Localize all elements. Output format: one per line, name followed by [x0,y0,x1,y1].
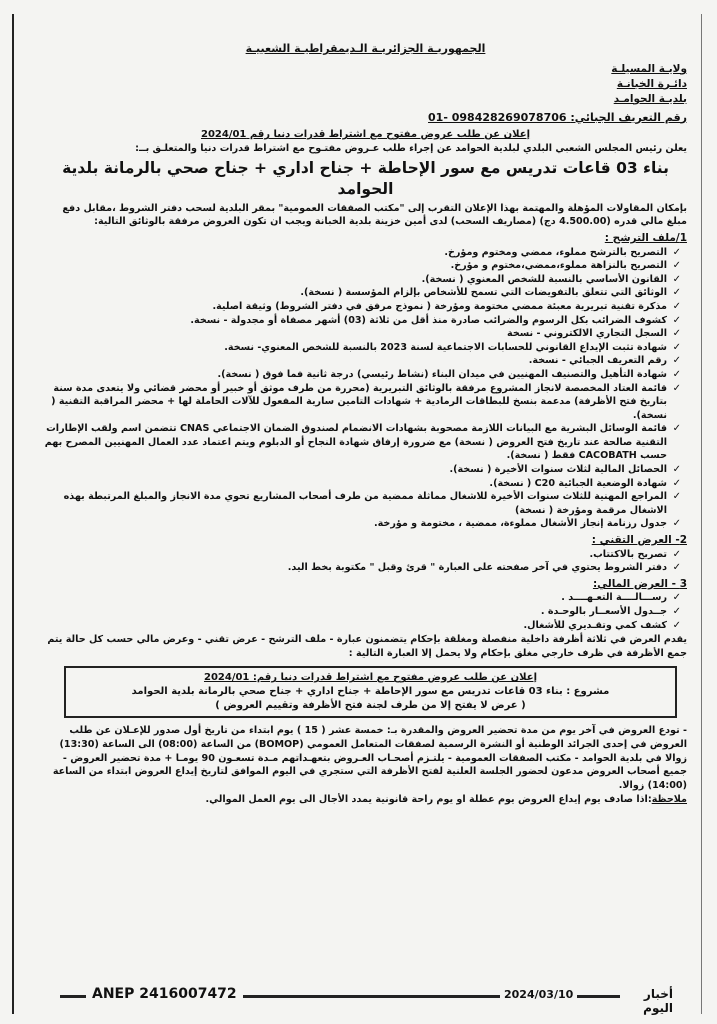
list-item: ✓ قائمة العتاد المخصصة لانجاز المشروع مرفقة بالوثائق التبريرية (محررة من طرف موثق أو خبير أو محضر قضائي ولا يتعدى مدة سنة بتاريخ فتح الأظرفة) مدعمة بنسخ للبطاقات الرمادية + شهادات التامين سارية المفعول للآلات الحاملة لها + محضر المراقبة التقنية ( نسخة). [44,382,681,423]
note-label: ملاحظة [651,794,687,806]
tax-id-line [44,111,687,125]
list-item: ✓ التصريح بالترشح مملوء، ممضي ومختوم ومؤرخ. [44,246,681,260]
list-item: ✓ شهادة الوضعية الجبائية C20 ( نسخة). [44,477,681,491]
box-project-line: مشروع : بناء 03 قاعات تدريس مع سور الإحاطة + جناح اداري + جناح صحي بالرمانة بلدية الحوامد [131,686,610,698]
envelopes-paragraph: يقدم العرض في ثلاثة أظرفة داخلية منفصلة ومغلقة بإحكام يتضمنون عبارة - ملف الترشح - عرض تقني - وعرض مالي حسب كل حالة يتم جمع الأظرفة في ظرف خارجي مغلق بإحكام ولا يحمل إلا العبارة التالية : [47,634,687,659]
list-item: ✓ رســـالــــة التعـهــــد . [44,591,681,605]
intro-paragraph: بإمكان المقاولات المؤهلة والمهتمة بهذا الإعلان التقرب إلى "مكتب الصفقات العمومية" بمقر البلدية لسحب دفتر الشروط ،مقابل دفع مبلغ مالي قدره (4.500.00 دج) (مصاريف السحب) لدى أمين خزينة بلدية الخبانة ويجب ان تكون العروض مرفقة بالوثائق التالية: [62,202,687,228]
tax-id-label: رقم التعريف الجبائي: [570,110,687,124]
envelope-label-box [64,666,677,718]
list-item: ✓ قائمة الوسائل البشرية مع البيانات اللازمة مصحوبة بشهادات الانضمام لصندوق الضمان الاجتماعي CNAS تتضمن اسم ولقب الإطارات التقنية صالحة عند تاريخ فتح العروض ( نسخة) مع ضرورة إرفاق شهادة النجاح أو الدبلوم ويتم اعتماد عدد العمال المهنيين المصرح بهم حسب CACOBATH فقط ( نسخة). [44,422,681,463]
box-note: ( عرض لا يفتح إلا من طرف لجنة فتح الأظرفة وتقييم العروض ) [215,700,526,712]
list-item: ✓ شهادة تثبت الإيداع القانوني للحسابات الاجتماعية لسنة 2023 بالنسبة للشخص المعنوي- نسخة. [44,341,681,355]
list-item: ✓ كشوف الضرائب بكل الرسوم والضرائب صادرة منذ أقل من ثلاثة (03) أشهر مصفاة أو مجدولة - نسخة. [44,314,681,328]
republic-heading: الجمهوريـة الجزائريـة الـديمقراطيـة الشعبيـة [245,42,486,55]
note-line [44,793,687,807]
anep-reference: ANEP 2416007472 [86,986,243,1002]
list-item: ✓ كشف كمي وتقـديري للأشغال. [44,619,681,633]
commune-line: بلديـة الحوامـد [613,92,687,105]
document-page [12,14,702,1014]
box-title: إعلان عن طلب عروض مفتوح مع اشتراط قدرات دنيا رقم: 2024/01 [203,672,538,684]
notice-lead: يعلن رئيس المجلس الشعبي البلدي لبلدية الحوامد عن إجراء طلب عـروض مفتـوح مع اشتراط قدرات دنيا والمتعلـق بــ: [135,143,687,155]
footer [60,986,677,1015]
section1-list [44,246,687,531]
list-item: ✓ الحصائل المالية لثلاث سنوات الأخيرة ( نسخة). [44,463,681,477]
list-item: ✓ رقم التعريف الجبائي - نسخة. [44,354,681,368]
publication-date: 2024/03/10 [500,988,577,1001]
list-item: ✓ الوثائق التي تتعلق بالتفويضات التي تسمح للأشخاص بإلزام المؤسسة ( نسخة). [44,286,681,300]
list-item: ✓ تصريح بالاكتتاب. [44,548,681,562]
list-item: ✓ المراجع المهنية للثلاث سنوات الأخيرة للاشغال مماثلة ممضية من طرف أصحاب المشاريع تحوي مدة الانجاز والمبلغ المرتبطة بهذه الاشغال مرقمة ومؤرخة ( نسخة) [44,490,681,517]
daira-line: دائـرة الخبانـة [616,77,687,90]
list-item: ✓ مذكرة تقنية تبريرية معبئة ممضي مختومة ومؤرخة ( نموذج مرفق في دفتر الشروط) وثيقة اصلية. [44,300,681,314]
list-item: ✓ جدول رزنامة إنجاز الأشغال مملوءة، ممضية ، مختومة و مؤرخة. [44,517,681,531]
closing-paragraph: - تودع العروض في آخر يوم من مدة تحضير العروض والمقدرة بـ: خمسة عشر ( 15 ) يوم ابتداء من تاريخ أول صدور للإعـلان عن طلب العروض في إحدى الجرائد الوطنية أو النشرة الرسمية لصفقات المتعامل العمومي (BOMOP) من الساعة (08:00) الى الساعة (13:30) زوالا في بلدية الحوامد - مكتب الصفقات العمومية - يلتـزم أصحـاب العـروض بتعهـداتهم مـدة تسعـون 90 يومـا + مدة تحضير العروض - جميع أصحاب العروض مدعون لحضور الجلسة العلنية لفتح الأظرفة التي ستجري في اليوم الموافق لتاريخ إيداع العروض ابتداء من الساعة (14:00) زوالا. [52,725,687,791]
notice-title: إعلان عن طلب عروض مفتوح مع اشتراط قدرات دنيا رقم 2024/01 [200,129,531,141]
note-text: :اذا صادف يوم إيداع العروض يوم عطلة او يوم راحة قانونية يمدد الأجال الى يوم العمل الموالي. [205,794,652,806]
section2-list [44,548,687,575]
list-item: ✓ التصريح بالنزاهة مملوء،ممضي،مختوم و مؤرخ. [44,259,681,273]
list-item: ✓ شهادة التأهيل والتصنيف المهنيين في ميدان البناء (نشاط رئيسي) درجة ثانية فما فوق ( نسخة). [44,368,681,382]
list-item: ✓ السجل التجاري الالكتروني - نسخة [44,327,681,341]
list-item: ✓ القانون الأساسي بالنسبة للشخص المعنوي ( نسخة). [44,273,681,287]
wilaya-line: ولايـة المسيلـة [611,62,687,75]
list-item: ✓ دفتر الشروط يحتوي في آخر صفحته على العبارة " قرئ وقبل " مكتوبة بخط اليد. [44,561,681,575]
section1-title: 1/ملف الترشح : [604,231,687,244]
section2-title: 2- العرض التقني : [591,534,687,547]
list-item: ✓ جــدول الأسعــار بالوحـدة . [44,605,681,619]
section3-title: 3 - العرض المالي: [592,577,687,590]
newspaper-name: أخبار اليوم [620,987,677,1015]
notice-content [44,42,687,808]
project-title: بناء 03 قاعات تدريس مع سور الإحاطة + جناح اداري + جناح صحي بالرمانة بلدية الحوامد [62,158,669,198]
tax-id-value: 01- 098428269078706 [428,110,567,124]
section3-list [44,591,687,632]
